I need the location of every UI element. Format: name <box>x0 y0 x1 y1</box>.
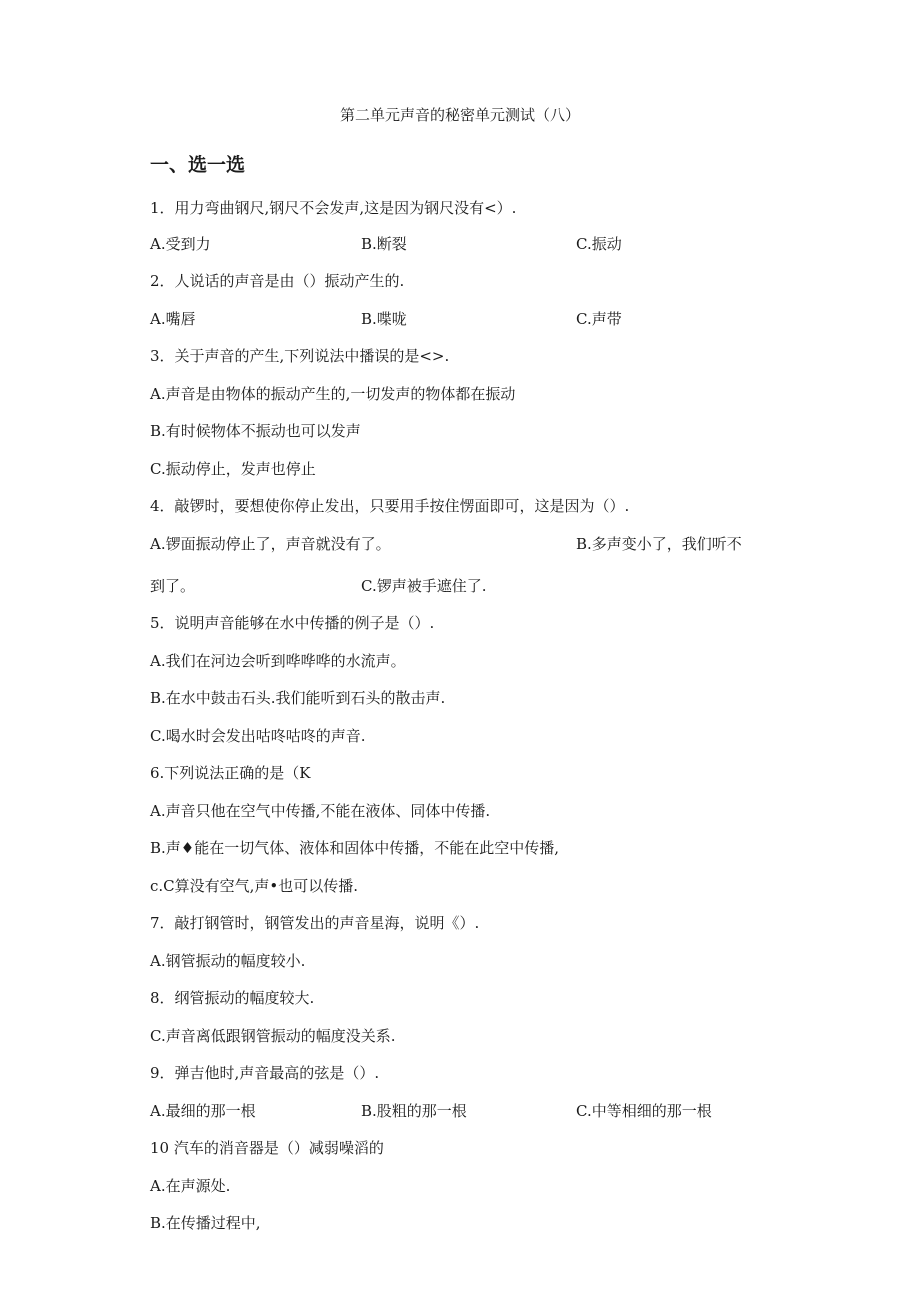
q3-option-b: B.有时候物体不振动也可以发声 <box>150 422 361 440</box>
q9-option-b: B.股粗的那一根 <box>361 1102 467 1120</box>
q5-option-b: B.在水中鼓击石头.我们能听到石头的散击声. <box>150 689 446 707</box>
q7-option-c: C.声音离低跟钢管振动的幅度没关系. <box>150 1027 396 1045</box>
question-2: 2．人说话的声音是由（）振动产生的. <box>150 272 405 290</box>
q1-option-b: B.断裂 <box>361 235 407 253</box>
q2-option-a: A.嘴唇 <box>150 310 196 328</box>
question-7: 7．敲打钢管时，钢管发出的声音星海，说明《）. <box>150 914 480 932</box>
q4-option-b: B.多声变小了，我们听不 <box>576 535 742 553</box>
q4-option-a: A.锣面振动停止了，声音就没有了。 <box>150 535 391 553</box>
q7-option-a: A.钢管振动的幅度较小. <box>150 952 306 970</box>
page-title: 第二单元声音的秘密单元测试（八） <box>339 106 580 124</box>
q7-option-b: 8．纲管振动的幅度较大. <box>150 989 315 1007</box>
question-4: 4．敲锣时，要想使你停止发出，只要用手按住愣面即可，这是因为（）. <box>150 497 630 515</box>
q5-option-c: C.喝水时会发出咕咚咕咚的声音. <box>150 727 366 745</box>
q1-option-a: A.受到力 <box>150 235 211 253</box>
q1-option-c: C.振动 <box>576 235 622 253</box>
q10-option-b: B.在传播过程中, <box>150 1214 261 1232</box>
q4-option-b-continued: 到了。 <box>150 577 196 595</box>
q10-option-a: A.在声源处. <box>150 1177 231 1195</box>
q4-option-c: C.锣声被手遮住了. <box>361 577 487 595</box>
question-6: 6.下列说法正确的是（K <box>150 764 311 782</box>
q6-option-c: c.C算没有空气,声•也可以传播. <box>150 877 359 895</box>
q9-option-c: C.中等相细的那一根 <box>576 1102 712 1120</box>
q2-option-b: B.喋咙 <box>361 310 407 328</box>
q6-option-b: B.声♦能在一切气体、液体和固体中传播，不能在此空中传播, <box>150 839 560 857</box>
question-1: 1．用力弯曲钢尺,钢尺不会发声,这是因为钢尺没有<）. <box>150 199 517 217</box>
question-3: 3．关于声音的产生,下列说法中播误的是<>. <box>150 347 450 365</box>
q5-option-a: A.我们在河边会听到哗哗哗的水流声。 <box>150 652 406 670</box>
section-heading: 一、选一选 <box>150 154 246 176</box>
question-5: 5．说明声音能够在水中传播的例子是（）. <box>150 614 435 632</box>
q6-option-a: A.声音只他在空气中传播,不能在液体、同体中传播. <box>150 802 491 820</box>
q9-option-a: A.最细的那一根 <box>150 1102 256 1120</box>
question-9: 9．弹吉他时,声音最高的弦是（）. <box>150 1064 380 1082</box>
q3-option-a: A.声音是由物体的振动产生的,一切发声的物体都在振动 <box>150 385 516 403</box>
q3-option-c: C.振动停止，发声也停止 <box>150 460 316 478</box>
q2-option-c: C.声带 <box>576 310 622 328</box>
question-10: 10 汽车的消音器是（）减弱噪滔的 <box>150 1139 384 1157</box>
